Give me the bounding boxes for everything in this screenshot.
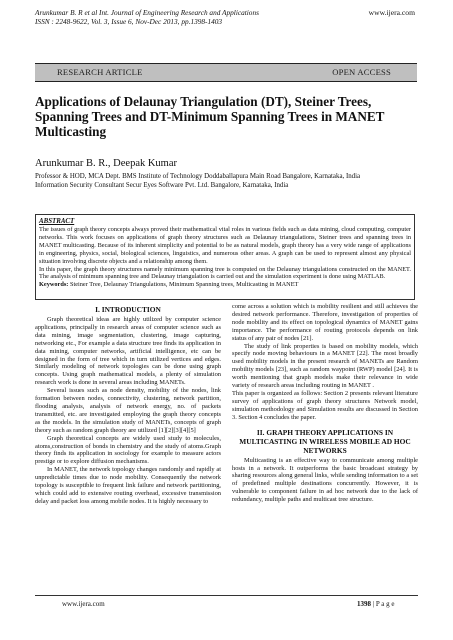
right-paragraph-3: This paper is organized as follows: Section 2 presents relevant literature survey of applications of graph theory structures Network model, simulation methodology and Simulation results are discussed in Section 3. Section 4 concludes the paper. [232,389,418,421]
abstract-heading: ABSTRACT [39,218,75,225]
section-heading-graph-theory: II. GRAPH THEORY APPLICATIONS IN MULTICASTING IN WIRELESS MOBILE AD HOC NETWORKS [239,427,411,455]
intro-paragraph-3: Graph theoretical concepts are widely used study to molecules, atoms,construction of bonds in chemistry and the study of atoms.Graph theory finds its application in sociology for example to measure actors prestige or to explore diffusion mechanisms. [35,434,221,466]
abstract-box [35,214,415,300]
open-access-label: OPEN ACCESS [332,67,391,77]
right-paragraph-2: The study of link properties is based on mobility models, which specify node moving behaviours in a MANET [22]. The most broadly used mobility models in the present research of MANETs are Random mobility models [23], such as random waypoint (RWP) model [24]. It is worth mentioning that graph models make their relevance in wide variety of research areas including routing in MANET . [232,342,418,390]
header-website-link[interactable]: www.ijera.com [368,8,415,17]
intro-paragraph-1: Graph theoretical ideas are highly utilized by computer science applications, principally in research areas of computer science such as data mining, image segmentation, clustering, image capturing, networking etc., For example a data structure tree finds its application in data mining, computer networks, artificial intelligence, etc can be designed in the form of tree which in turn utilized vertices and edges. Similarly modeling of network topologies can be done using graph concepts. Using graph mathematical models, a plenty of simulation research work is done in several areas including MANETs. [35,316,221,387]
article-type-banner [35,63,417,82]
affiliations [35,173,420,191]
page-number [357,600,395,608]
paper-title: Applications of Delaunay Triangulation (DT), Steiner Trees, Spanning Trees and DT-Minimum Spanning Trees in MANET Multicasting [35,94,385,139]
keywords [39,281,411,289]
footer-website-link[interactable]: www.ijera.com [62,600,105,608]
running-header [35,8,335,26]
abstract-paragraph-2: In this paper, the graph theory structures namely minimum spanning tree is computed on the Delaunay triangulations constructed on the MANET. The analysis of minimum spanning tree and Delaunay triangulation is carried out and the simulation experiment is done using MATLAB. [39,265,411,281]
left-column [35,303,221,506]
keywords-text: Steiner Tree, Delaunay Triangulations, Minimum Spanning trees, Multicasting in MANET [69,281,299,289]
section-heading-introduction: I. INTRODUCTION [95,305,161,314]
right-column [232,303,418,504]
journal-line-1: Arunkumar B. R et al Int. Journal of Engineering Research and Applications [35,8,259,17]
affiliation-2: Information Security Consultant Secur Eyes Software Pvt. Ltd. Bangalore, Karnataka, India [35,181,289,189]
footer-divider [35,595,418,596]
page-label: | P a g e [371,600,395,608]
authors: Arunkumar B. R., Deepak Kumar [35,158,178,169]
abstract-paragraph-1: The issues of graph theory concepts always proved their mathematical vital roles in various fields such as data mining, cloud computing, computer networks. This work focuses on applications of graph theory structures such as Delaunay triangulations, Steiner trees and spanning trees in MANET multicasting. Because of its inherent simplicity and potential to be as natural models, graph theory has a very wide range of applications in engineering, physics, social, biological sciences, linguistics, and numerous other areas. A graph can be used to represent almost any physical situation involving discrete objects and a relationship among them. [39,226,411,265]
intro-paragraph-4: In MANET, the network topology changes randomly and rapidly at unpredictable times due to node mobility. Consequently the network topology is susceptible to frequent link failure and network partitioning, which could add to extensive routing overhead, excessive transmission delay and packet loss among mobile nodes. It is highly necessary to [35,466,221,505]
journal-line-2: ISSN : 2248-9622, Vol. 3, Issue 6, Nov-Dec 2013, pp.1398-1403 [35,17,223,26]
page-number-value: 1398 [357,600,371,608]
section-2-paragraph-1: Multicasting is an effective way to communicate among multiple hosts in a network. It outperforms the basic broadcast strategy by sharing resources along general links, while sending information to a set of predefined multiple destinations concurrently. However, it is vulnerable to component failure in ad hoc network due to the lack of redundancy, multiple paths and multicast tree structure. [232,456,418,504]
right-paragraph-1: come across a solution which is mobility resilient and still achieves the desired network performance. Therefore, investigation of properties of node mobility and its effect on topological dynamics of MANET gains importance. The performance of routing protocols depends on link status of any pair of nodes [21]. [232,303,418,342]
research-article-label: RESEARCH ARTICLE [57,67,143,77]
intro-paragraph-2: Several issues such as node density, mobility of the nodes, link formation between nodes, connectivity, clustering, network partition, flooding analysis, analysis of network energy, no. of packets transmitted, etc. are investigated employing the graph theory concepts as the models. In the simulation study of MANETs, concepts of graph theory such as random graph theory are utilized [1][2][3][4][5] [35,387,221,434]
keywords-label: Keywords: [39,281,69,289]
affiliation-1: Professor & HOD, MCA Dept. BMS Institute of Technology Doddaballapura Main Road Bangalore, Karnataka, India [35,173,361,180]
